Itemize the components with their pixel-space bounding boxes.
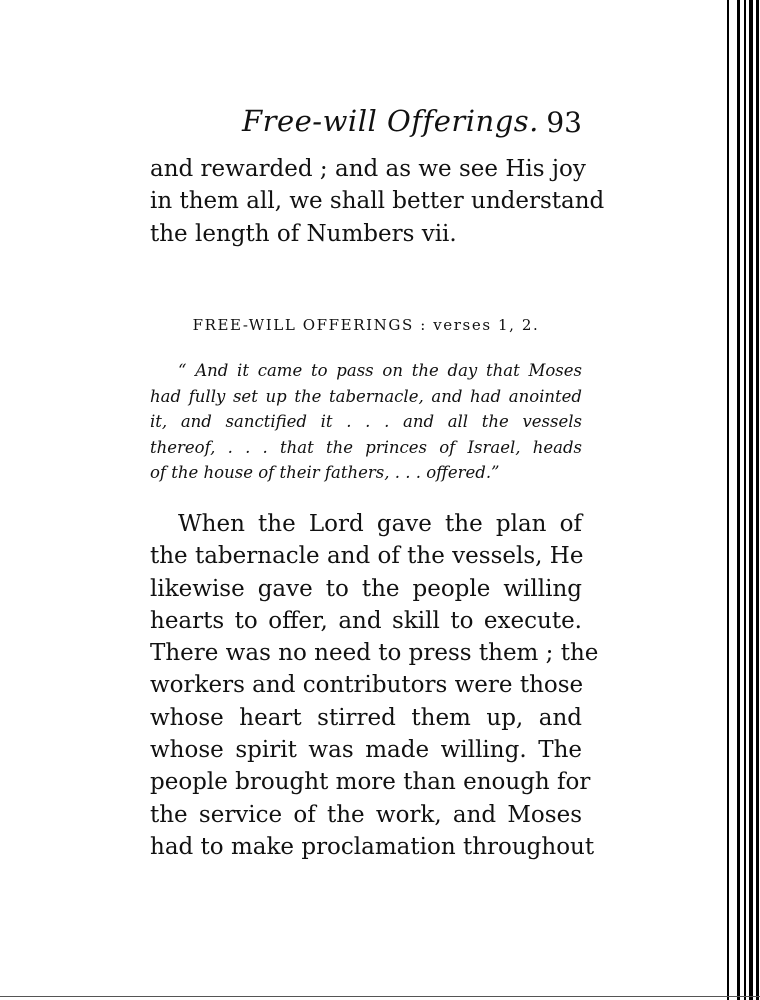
text-line: and rewarded ; and as we see His joy <box>150 156 586 182</box>
page-edge-line <box>756 0 759 1000</box>
text-line: the service of the work, and Moses <box>150 801 582 828</box>
page-number: 93 <box>546 106 582 139</box>
quote-line: it, and sanctified it . . . and all the vessels <box>150 412 582 431</box>
text-line: likewise gave to the people willing <box>150 575 582 602</box>
continued-paragraph <box>150 153 605 250</box>
page-edge-line <box>737 0 740 1000</box>
page-edge-line <box>744 0 746 1000</box>
page-bottom-edge <box>0 996 760 997</box>
section-heading: FREE-WILL OFFERINGS : verses 1, 2. <box>192 316 540 334</box>
text-line: whose heart stirred them up, and <box>150 704 582 731</box>
page-edge-line <box>749 0 753 1000</box>
text-line: in them all, we shall better understand <box>150 188 605 215</box>
quote-line: “ And it came to pass on the day that Moses <box>178 361 582 380</box>
text-line: had to make proclamation throughout <box>150 833 595 860</box>
text-line: the length of Numbers vii. <box>150 220 457 247</box>
quote-line: of the house of their fathers, . . . offered.” <box>150 463 500 482</box>
text-line: When the Lord gave the plan of <box>178 511 582 537</box>
text-line: workers and contributors were those <box>150 672 584 699</box>
running-head-title: Free-will Offerings. <box>242 104 539 138</box>
page-edge-line <box>727 0 729 1000</box>
text-line: There was no need to press them ; the <box>150 640 599 667</box>
quote-line: had fully set up the tabernacle, and had anointed <box>150 386 582 406</box>
text-line: the tabernacle and of the vessels, He <box>150 543 584 570</box>
text-line: people brought more than enough for <box>150 769 591 796</box>
text-line: whose spirit was made willing. The <box>150 737 582 764</box>
running-head <box>150 104 582 144</box>
scripture-quote <box>150 358 582 486</box>
quote-line: thereof, . . . that the princes of Israel, heads <box>150 437 582 457</box>
main-paragraph <box>150 508 599 863</box>
text-line: hearts to offer, and skill to execute. <box>150 607 582 634</box>
